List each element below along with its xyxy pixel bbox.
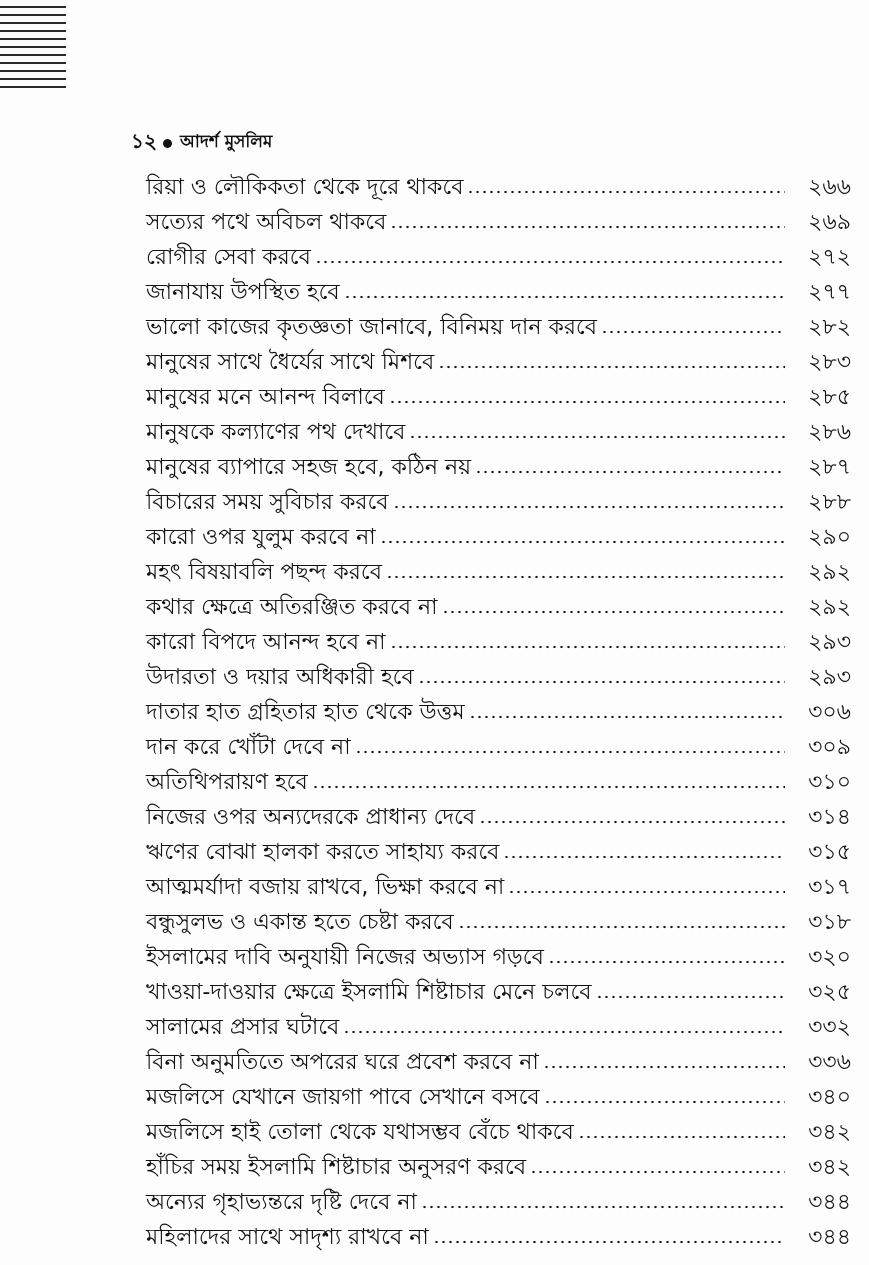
- toc-entry-title: অতিথিপরায়ণ হবে: [146, 768, 310, 798]
- toc-entry: [146, 728, 851, 763]
- toc-entry-page: ৩২৫: [808, 980, 851, 1005]
- toc-entry-title: মজলিসে হাই তোলা থেকে যথাসম্ভব বেঁচে থাকবে: [146, 1118, 576, 1148]
- toc-entry-page: ২৯২: [808, 560, 851, 585]
- toc-entry: [146, 518, 851, 553]
- toc-entry-title: সত্যের পথে অবিচল থাকবে: [146, 208, 388, 238]
- toc-entry: [146, 798, 851, 833]
- toc-entry: [146, 553, 851, 588]
- toc-entry-title: অন্যের গৃহাভ্যন্তরে দৃষ্টি দেবে না: [146, 1188, 419, 1218]
- page-edge-lines: [0, 0, 72, 96]
- toc-entry-page: ৩৪২: [808, 1155, 851, 1180]
- toc-entry: [146, 693, 851, 728]
- dot-leader: [409, 434, 785, 440]
- toc-entry-title: রিয়া ও লৌকিকতা থেকে দূরে থাকবে: [146, 173, 465, 203]
- table-of-contents: [146, 168, 851, 1253]
- dot-leader: [601, 329, 785, 335]
- toc-entry-page: ২৮৮: [808, 490, 851, 515]
- toc-entry-title: মানুষকে কল্যাণের পথ দেখাবে: [146, 418, 407, 448]
- toc-entry-title: কথার ক্ষেত্রে অতিরঞ্জিত করবে না: [146, 593, 440, 623]
- toc-entry: [146, 308, 851, 343]
- toc-entry: [146, 1008, 851, 1043]
- dot-leader: [312, 784, 785, 790]
- toc-entry-title: রোগীর সেবা করবে: [146, 243, 313, 273]
- toc-entry-title: দান করে খোঁটা দেবে না: [146, 733, 353, 763]
- toc-entry: [146, 868, 851, 903]
- toc-entry-title: বন্ধুসুলভ ও একান্ত হতে চেষ্টা করবে: [146, 908, 456, 938]
- toc-entry: [146, 1148, 851, 1183]
- dot-leader: [315, 259, 785, 265]
- toc-entry-title: ঋণের বোঝা হালকা করতে সাহায্য করবে: [146, 838, 501, 868]
- toc-entry: [146, 833, 851, 868]
- toc-entry: [146, 413, 851, 448]
- dot-leader: [393, 504, 785, 510]
- toc-entry-title: ইসলামের দাবি অনুযায়ী নিজের অভ্যাস গড়বে: [146, 943, 546, 973]
- toc-entry-page: ৩১০: [808, 770, 851, 795]
- toc-entry-page: ৩০৯: [808, 735, 851, 760]
- toc-entry-title: দাতার হাত গ্রহিতার হাত থেকে উত্তম: [146, 698, 467, 728]
- toc-entry-title: সালামের প্রসার ঘটাবে: [146, 1013, 341, 1043]
- toc-entry-title: আত্মমর্যাদা বজায় রাখবে, ভিক্ষা করবে না: [146, 873, 506, 903]
- dot-leader: [390, 644, 785, 650]
- toc-entry-page: ২৯৩: [808, 630, 851, 655]
- dot-leader: [380, 539, 785, 545]
- toc-entry-page: ২৮৬: [808, 420, 851, 445]
- dot-leader: [544, 1099, 785, 1105]
- dot-leader: [596, 994, 785, 1000]
- toc-entry-page: ২৮৫: [808, 385, 851, 410]
- toc-entry-page: ৩৩২: [808, 1015, 851, 1040]
- toc-entry: [146, 378, 851, 413]
- toc-entry: [146, 1183, 851, 1218]
- toc-entry: [146, 1078, 851, 1113]
- toc-entry-title: ভালো কাজের কৃতজ্ঞতা জানাবে, বিনিময় দান করবে: [146, 313, 599, 343]
- toc-entry: [146, 588, 851, 623]
- dot-leader: [442, 609, 786, 615]
- dot-leader: [438, 364, 785, 370]
- toc-entry-page: ৩১৫: [808, 840, 851, 865]
- bullet-icon: [163, 139, 172, 148]
- toc-entry: [146, 763, 851, 798]
- toc-entry-page: ৩১৮: [808, 910, 851, 935]
- toc-entry-page: ২৭২: [808, 245, 851, 270]
- toc-entry-title: মহিলাদের সাথে সাদৃশ্য রাখবে না: [146, 1223, 431, 1253]
- toc-entry-page: ৩১৪: [808, 805, 851, 830]
- toc-entry-page: ৩১৭: [808, 875, 851, 900]
- dot-leader: [503, 854, 785, 860]
- toc-entry-title: মজলিসে যেখানে জায়গা পাবে সেখানে বসবে: [146, 1083, 542, 1113]
- running-header: [131, 128, 272, 158]
- toc-entry-title: জানাযায় উপস্থিত হবে: [146, 278, 342, 308]
- toc-entry-title: হাঁচির সময় ইসলামি শিষ্টাচার অনুসরণ করবে: [146, 1153, 528, 1183]
- dot-leader: [389, 399, 785, 405]
- header-book-title: আদর্শ মুসলিম: [179, 132, 273, 152]
- toc-entry: [146, 658, 851, 693]
- toc-entry-title: মানুষের মনে আনন্দ বিলাবে: [146, 383, 387, 413]
- toc-entry: [146, 903, 851, 938]
- toc-entry: [146, 203, 851, 238]
- toc-entry-title: খাওয়া-দাওয়ার ক্ষেত্রে ইসলামি শিষ্টাচার মেনে চলবে: [146, 978, 594, 1008]
- toc-entry-page: ৩৩৬: [808, 1050, 851, 1075]
- dot-leader: [433, 1239, 785, 1245]
- dot-leader: [344, 294, 785, 300]
- dot-leader: [421, 1204, 785, 1210]
- toc-entry: [146, 273, 851, 308]
- toc-entry-page: ২৯৩: [808, 665, 851, 690]
- dot-leader: [530, 1169, 785, 1175]
- toc-entry: [146, 343, 851, 378]
- dot-leader: [469, 714, 785, 720]
- toc-entry-page: ৩৪২: [808, 1120, 851, 1145]
- toc-entry-page: ৩৪৪: [808, 1190, 851, 1215]
- toc-entry: [146, 483, 851, 518]
- dot-leader: [390, 224, 785, 230]
- toc-entry: [146, 1113, 851, 1148]
- dot-leader: [458, 924, 785, 930]
- toc-entry-page: ২৯০: [808, 525, 851, 550]
- dot-leader: [548, 959, 785, 965]
- header-page-number: ১২: [131, 128, 157, 153]
- toc-entry: [146, 623, 851, 658]
- toc-entry-page: ২৭৭: [808, 280, 851, 305]
- toc-entry: [146, 1218, 851, 1253]
- toc-entry-page: ৩৪০: [808, 1085, 851, 1110]
- dot-leader: [508, 889, 785, 895]
- toc-entry-page: ৩৪৪: [808, 1225, 851, 1250]
- dot-leader: [343, 1029, 785, 1035]
- dot-leader: [475, 469, 785, 475]
- toc-entry-title: কারো বিপদে আনন্দ হবে না: [146, 628, 388, 658]
- toc-entry: [146, 1043, 851, 1078]
- toc-entry-page: ২৬৯: [808, 210, 851, 235]
- toc-entry-page: ২৬৬: [808, 175, 851, 200]
- toc-entry: [146, 938, 851, 973]
- toc-entry-page: ৩২০: [808, 945, 851, 970]
- toc-entry-title: মানুষের ব্যাপারে সহজ হবে, কঠিন নয়: [146, 453, 473, 483]
- toc-entry-page: ২৮৭: [808, 455, 851, 480]
- toc-entry: [146, 238, 851, 273]
- dot-leader: [418, 679, 785, 685]
- toc-entry-page: ২৮৩: [808, 350, 851, 375]
- toc-entry: [146, 973, 851, 1008]
- dot-leader: [578, 1134, 785, 1140]
- dot-leader: [543, 1064, 785, 1070]
- toc-entry-title: বিচারের সময় সুবিচার করবে: [146, 488, 391, 518]
- toc-entry-title: নিজের ওপর অন্যদেরকে প্রাধান্য দেবে: [146, 803, 477, 833]
- dot-leader: [467, 189, 785, 195]
- toc-entry-title: বিনা অনুমতিতে অপরের ঘরে প্রবেশ করবে না: [146, 1048, 541, 1078]
- dot-leader: [479, 819, 785, 825]
- toc-entry: [146, 448, 851, 483]
- toc-entry-title: মানুষের সাথে ধৈর্যের সাথে মিশবে: [146, 348, 436, 378]
- toc-entry-page: ৩০৬: [808, 700, 851, 725]
- toc-entry-title: উদারতা ও দয়ার অধিকারী হবে: [146, 663, 416, 693]
- toc-entry: [146, 168, 851, 203]
- dot-leader: [355, 749, 785, 755]
- dot-leader: [386, 574, 785, 580]
- toc-entry-title: কারো ওপর যুলুম করবে না: [146, 523, 378, 553]
- toc-entry-page: ২৯২: [808, 595, 851, 620]
- toc-entry-page: ২৮২: [808, 315, 851, 340]
- toc-entry-title: মহৎ বিষয়াবলি পছন্দ করবে: [146, 558, 384, 588]
